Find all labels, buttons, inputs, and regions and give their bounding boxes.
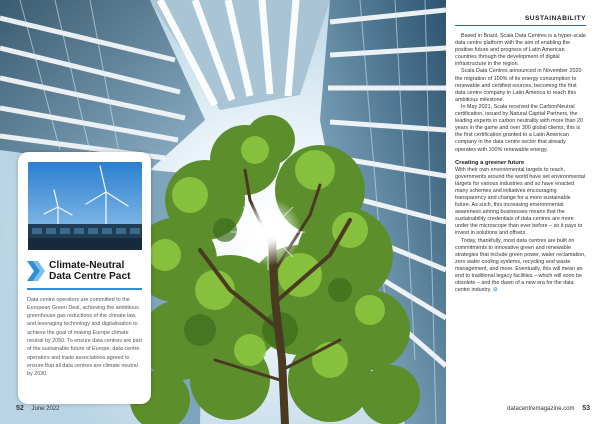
right-page-footer — [507, 405, 590, 412]
sidebar-card — [18, 152, 151, 404]
article-subheading: Creating a greener future — [455, 159, 525, 166]
sidebar-title-line1: Climate-Neutral — [49, 260, 125, 271]
sidebar-title-row — [27, 260, 142, 282]
end-of-article-icon: ⊙ — [492, 287, 498, 294]
article-paragraph-5-text: Today, thankfully, most data centres are built on commitments to innovative green and renewable strategies that include green power, water reclamation, zero water cooling systems, recycling and waste management, and more. Eventually, this will mean an end to traditional legacy facilities – which will soon be obsolete – and the dawn of a new era for the data centre industry. — [455, 237, 586, 294]
right-page-number: 53 — [582, 405, 590, 412]
double-chevron-icon — [27, 260, 45, 282]
left-page-number: 52 — [16, 405, 24, 412]
wind-turbine-photo — [28, 162, 142, 250]
sidebar-title-line2: Data Centre Pact — [49, 271, 131, 282]
sidebar-title — [49, 260, 131, 282]
section-label: SUSTAINABILITY — [524, 15, 586, 22]
article-paragraph-1: Based in Brazil, Scala Data Centres is a hyper-scale data centre platform with the aim of enabling the positive future and progress of Latin American countries through the development of digital infrastructure in the region. — [455, 33, 586, 68]
article-paragraph-4: With their own environmental targets to reach, governments around the world have set environmental targets for various industries and so have enacted many schemes and initiatives encouraging transparency and change for a more sustainable future. As such, this increasing environmental awareness among businesses means that the sustainability credentials of data centres are more under the microscope than ever before – so it pays to invest in solutions and offsets. — [455, 166, 586, 237]
article-paragraph-5 — [455, 238, 586, 295]
issue-date: June 2022 — [31, 406, 60, 412]
article-body — [455, 33, 586, 294]
left-page-footer — [16, 405, 60, 412]
sidebar-divider — [27, 288, 142, 290]
right-page — [446, 0, 600, 424]
article-paragraph-2: Scala Data Centres announced in November 2020 the migration of 100% of its energy consumption to renewable and certified sources, becoming the first data centre company in Latin America to reach this ambitious milestone. — [455, 68, 582, 103]
wind-turbine-illustration — [28, 162, 142, 250]
sidebar-body: Data centre operators are committed to the European Green Deal, achieving the ambitious greenhouse gas reductions of the climate law, and leveraging technology and digitalisation to achieve the goal of making Europe climate neutral by 2050. To ensure data centres are part of the sustainable future of Europe, data centre operators and trade associations agreed to ensure that all data centres are climate neutral by 2030. — [27, 296, 142, 378]
article-paragraph-3: In May 2021, Scala received the CarbonNeutral certification, issued by Natural Capital Partners, the leading experts in carbon neutrality with more than 20 years in the game and over 300 global clients, this is the first certification granted to a Latin American company in the data centre sector that already operates with 100% renewable energy. — [455, 103, 583, 153]
section-rule — [455, 25, 586, 26]
website-url: datacentremagazine.com — [507, 406, 575, 412]
